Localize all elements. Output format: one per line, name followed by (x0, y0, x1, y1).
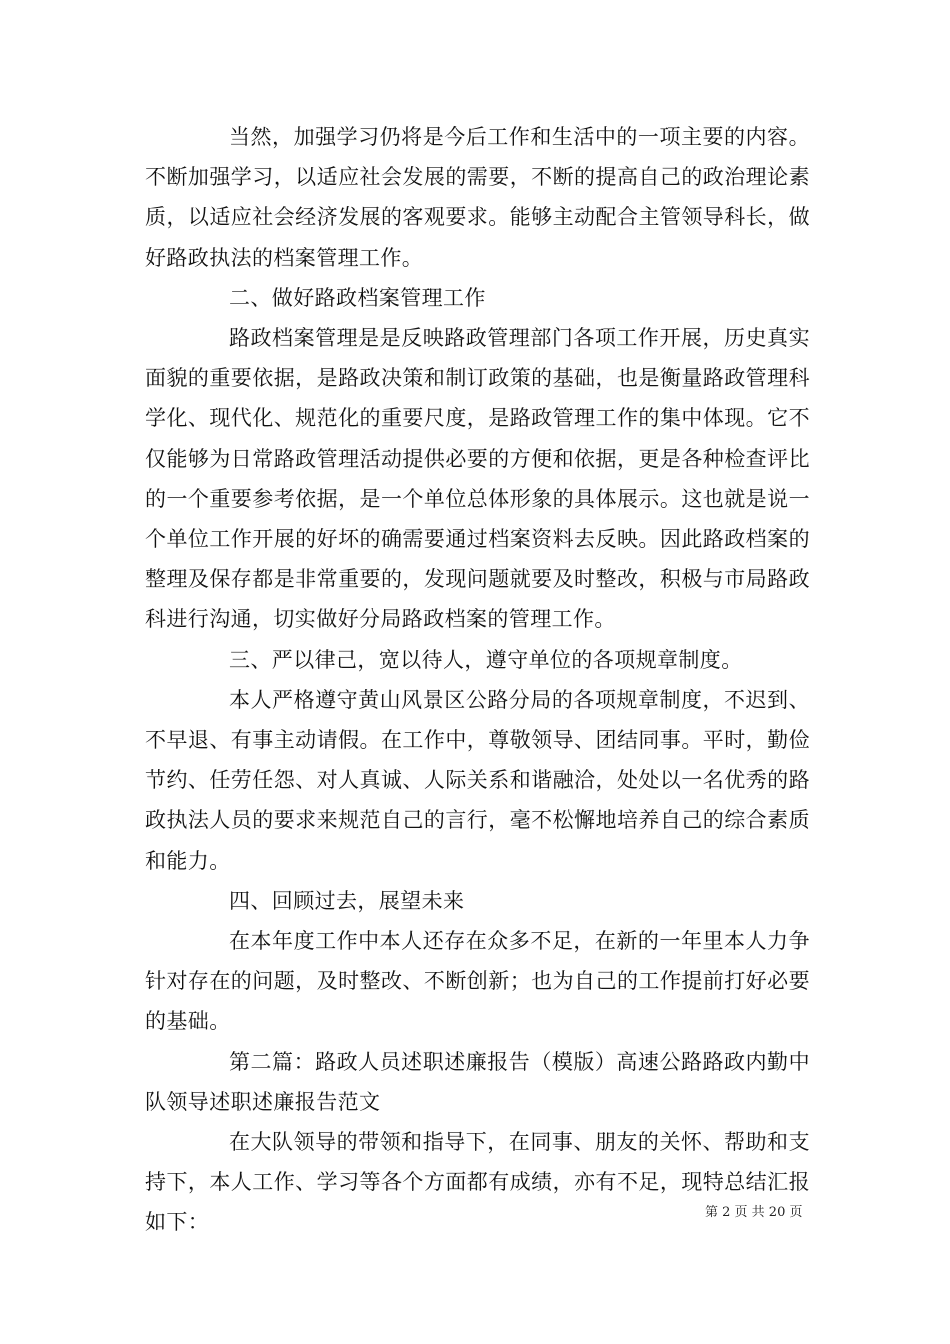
paragraph-review: 在本年度工作中本人还存在众多不足，在新的一年里本人力争针对存在的问题，及时整改、不断创新；也为自己的工作提前打好必要的基础。 (145, 929, 810, 1034)
paragraph-study: 当然，加强学习仍将是今后工作和生活中的一项主要的内容。不断加强学习，以适应社会发展的需要，不断的提高自己的政治理论素质，以适应社会经济发展的客观要求。能够主动配合主管领导科长，做好路政执法的档案管理工作。 (145, 125, 810, 270)
section-heading-review: 四、回顾过去，展望未来 (229, 888, 465, 913)
section-heading-discipline: 三、严以律己，宽以待人，遵守单位的各项规章制度。 (229, 647, 743, 672)
document-body (145, 117, 810, 1243)
section-title-part-two: 第二篇：路政人员述职述廉报告（模版）高速公路路政内勤中队领导述职述廉报告范文 (145, 1049, 810, 1114)
paragraph-discipline: 本人严格遵守黄山风景区公路分局的各项规章制度，不迟到、不早退、有事主动请假。在工作中，尊敬领导、团结同事。平时，勤俭节约、任劳任怨、对人真诚、人际关系和谐融洽，处处以一名优秀的路政执法人员的要求来规范自己的言行，毫不松懈地培养自己的综合素质和能力。 (145, 687, 810, 873)
page-number: 第 2 页 共 20 页 (705, 1205, 803, 1220)
section-heading-archives: 二、做好路政档案管理工作 (229, 285, 486, 310)
paragraph-archives: 路政档案管理是是反映路政管理部门各项工作开展，历史真实面貌的重要依据，是路政决策和制订政策的基础，也是衡量路政管理科学化、现代化、规范化的重要尺度，是路政管理工作的集中体现。它不仅能够为日常路政管理活动提供必要的方便和依据，更是各种检查评比的一个重要参考依据，是一个单位总体形象的具体展示。这也就是说一个单位工作开展的好坏的确需要通过档案资料去反映。因此路政档案的整理及保存都是非常重要的，发现问题就要及时整改，积极与市局路政科进行沟通，切实做好分局路政档案的管理工作。 (145, 326, 810, 632)
paragraph-intro: 在大队领导的带领和指导下，在同事、朋友的关怀、帮助和支持下，本人工作、学习等各个方面都有成绩，亦有不足，现特总结汇报如下： (145, 1130, 810, 1235)
